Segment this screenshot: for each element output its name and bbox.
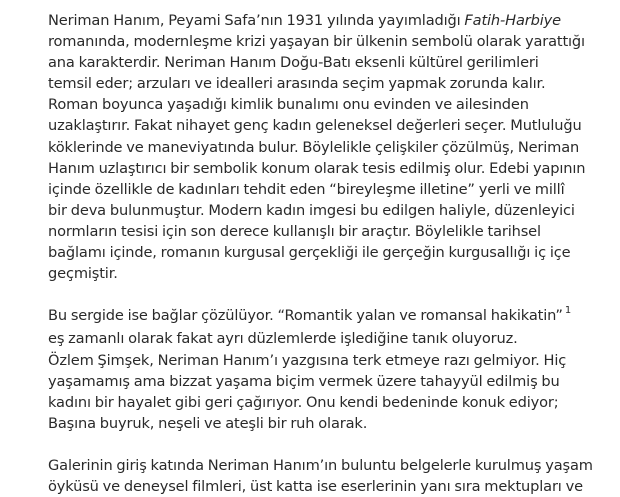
text-run: öyküsü ve deneysel filmleri, üst katta ise eserlerinin yanı sıra mektupları ve — [48, 478, 583, 496]
text-line — [48, 52, 588, 73]
text-line — [48, 263, 588, 284]
paragraph — [48, 305, 588, 434]
text-run: Hanım uzlaştırıcı bir sembolik konum olarak tesis edilmiş olur. Edebi yapının — [48, 159, 586, 177]
text-line — [48, 10, 588, 31]
text-line — [48, 158, 588, 179]
text-run: köklerinde ve maneviyatında bulur. Böylelikle çelişkiler çözülmüş, Neriman — [48, 138, 580, 156]
paragraph — [48, 455, 593, 497]
text-line — [48, 200, 588, 221]
text-line — [48, 179, 588, 200]
text-line — [48, 73, 588, 94]
text-run: kadını bir hayalet gibi geri çağırıyor. Onu kendi bedeninde konuk ediyor; — [48, 393, 559, 411]
text-line — [48, 221, 588, 242]
text-line — [48, 413, 588, 434]
text-line — [48, 476, 588, 497]
text-run: Roman boyunca yaşadığı kimlik bunalımı onu evinden ve ailesinden — [48, 96, 529, 114]
text-run: geçmiştir. — [48, 265, 118, 283]
text-run: Neriman Hanım, Peyami Safa’nın 1931 yılında yayımladığı — [48, 12, 465, 29]
text-line — [48, 455, 593, 476]
text-line — [48, 94, 588, 115]
text-run: içinde özellikle de kadınları tehdit eden “bireyleşme illetine” yerli ve millî — [48, 180, 565, 198]
text-run: bir deva bulunmuştur. Modern kadın imgesi bu edilgen haliyle, düzenleyici — [48, 201, 575, 219]
text-run: Başına buyruk, neşeli ve ateşli bir ruh olarak. — [48, 414, 368, 432]
text-line — [48, 31, 588, 52]
text-run: yaşamamış ama bizzat yaşama biçim vermek üzere tahayyül edilmiş bu — [48, 372, 560, 390]
text-run: temsil eder; arzuları ve idealleri arasında seçim yapmak zorunda kalır. — [48, 75, 546, 93]
text-run: Bu sergide ise bağlar çözülüyor. “Romantik yalan ve romansal hakikatin” — [48, 307, 563, 325]
text-line — [48, 350, 588, 371]
text-line — [48, 242, 588, 263]
text-line — [48, 371, 588, 392]
text-run: eş zamanlı olarak fakat ayrı düzlemlerde işlediğine tanık oluyoruz. — [48, 330, 518, 348]
text-line — [48, 328, 588, 349]
text-run: uzaklaştırır. Fakat nihayet genç kadın geleneksel değerleri seçer. Mutluluğu — [48, 117, 582, 135]
text-run: normların tesisi için son derece kullanışlı bir araçtır. Böylelikle tarihsel — [48, 222, 541, 240]
text-line — [48, 115, 588, 136]
text-run: Özlem Şimşek, Neriman Hanım’ı yazgısına terk etmeye razı gelmiyor. Hiç — [48, 351, 567, 369]
footnote-marker: 1 — [564, 305, 572, 317]
text-line — [48, 305, 588, 328]
paragraph-spacer — [48, 284, 588, 305]
article-body — [48, 10, 593, 497]
text-line — [48, 137, 588, 158]
paragraph — [48, 10, 588, 284]
text-run: bağlamı içinde, romanın kurgusal gerçekliği ile gerçeğin kurgusallığı iç içe — [48, 244, 571, 262]
paragraph-spacer — [48, 434, 588, 455]
italic-title: Fatih-Harbiye — [464, 12, 561, 29]
text-line — [48, 392, 588, 413]
text-run: romanında, modernleşme krizi yaşayan bir ülkenin sembolü olarak yarattığı — [48, 33, 585, 51]
text-run: ana karakterdir. Neriman Hanım Doğu-Batı eksenli kültürel gerilimleri — [48, 54, 539, 72]
text-run: Galerinin giriş katında Neriman Hanım’ın buluntu belgelerle kurulmuş yaşam — [48, 456, 593, 474]
